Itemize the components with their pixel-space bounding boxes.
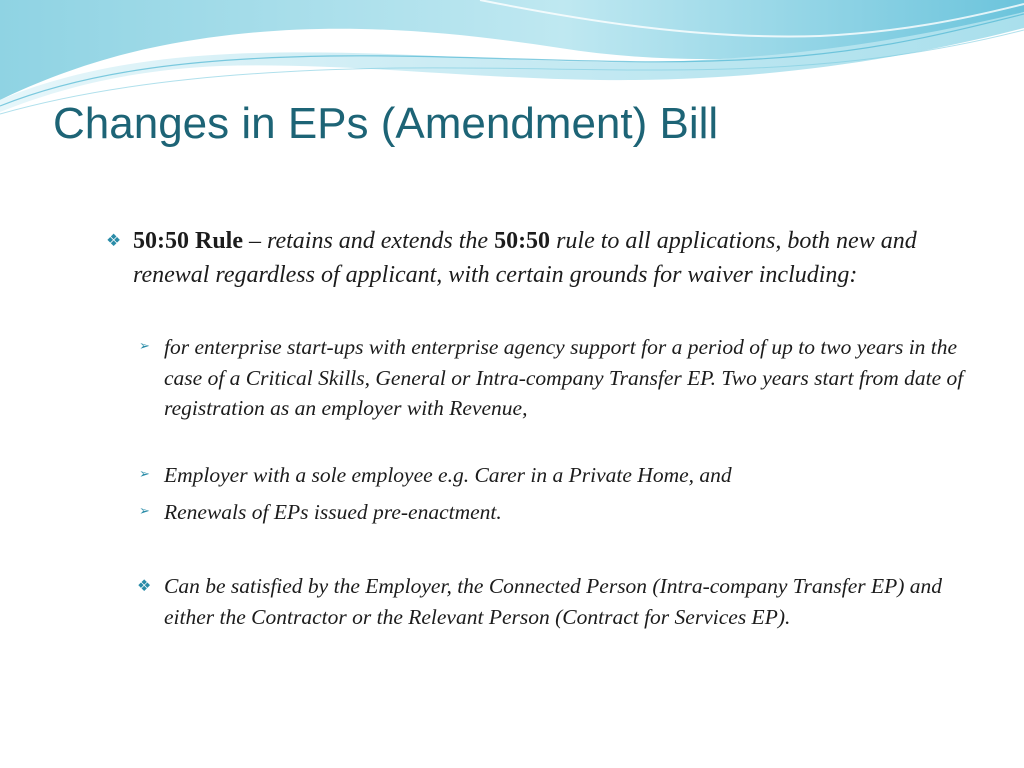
final-bullet [137, 571, 964, 632]
arrow-bullet-icon: ➢ [139, 467, 150, 482]
arrow-bullet-icon: ➢ [139, 504, 150, 519]
sub-bullet-3 [139, 497, 964, 528]
sub-bullet-text: Employer with a sole employee e.g. Carer in a Private Home, and [164, 463, 732, 487]
arrow-bullet-icon: ➢ [139, 339, 150, 354]
bullet-lead: 50:50 Rule [133, 228, 243, 254]
sub-bullet-1 [139, 332, 964, 424]
bullet-text-after: rule to all applications, both new and renewal regardless of applicant, with certain grounds for waiver including: [133, 228, 917, 288]
sub-bullet-text: Renewals of EPs issued pre-enactment. [164, 500, 502, 524]
diamond-bullet-icon: ❖ [137, 576, 152, 595]
bullet-dash: – [243, 228, 267, 254]
slide-title: Changes in EPs (Amendment) Bill [53, 99, 719, 148]
sub-bullet-text: for enterprise start-ups with enterprise agency support for a period of up to two years in the case of a Critical Skills, General or Intra-company Transfer EP. Two years start from date of registration as an employer with Revenue, [164, 335, 964, 420]
final-bullet-text: Can be satisfied by the Employer, the Connected Person (Intra-company Transfer EP) and either the Contractor or the Relevant Person (Contract for Services EP). [164, 574, 943, 629]
main-bullet [106, 224, 953, 292]
diamond-bullet-icon: ❖ [106, 231, 122, 251]
sub-bullet-2 [139, 460, 964, 491]
bullet-text-before: retains and extends the [267, 228, 495, 254]
bullet-bold-ratio: 50:50 [494, 228, 551, 254]
